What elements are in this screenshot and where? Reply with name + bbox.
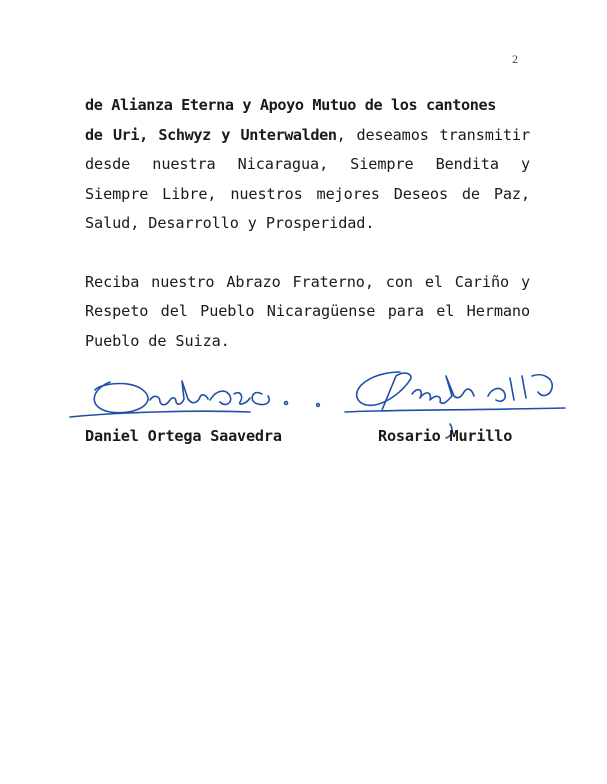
bold-line-1: de Alianza Eterna y Apoyo Mutuo de los cantones — [85, 96, 496, 114]
letter-body — [85, 91, 530, 356]
bold-line-2: de Uri, Schwyz y Unterwalden — [85, 125, 337, 144]
signer-name-right: Rosario Murillo — [378, 427, 513, 445]
page-number: 2 — [512, 52, 518, 66]
paragraph-text: , deseamos transmitir desde nuestra Nicaragua, Siempre Bendita y Siempre Libre, nuestros mejores Deseos de Paz, Salud, Desarrollo y Prosperidad. — [85, 125, 530, 232]
signer-name-left: Daniel Ortega Saavedra — [85, 427, 282, 445]
signature-block — [0, 350, 607, 460]
paragraph-embrace: Reciba nuestro Abrazo Fraterno, con el Cariño y Respeto del Pueblo Nicaragüense para el Hermano Pueblo de Suiza. — [85, 272, 530, 350]
paragraph-closing-wishes — [85, 91, 530, 239]
